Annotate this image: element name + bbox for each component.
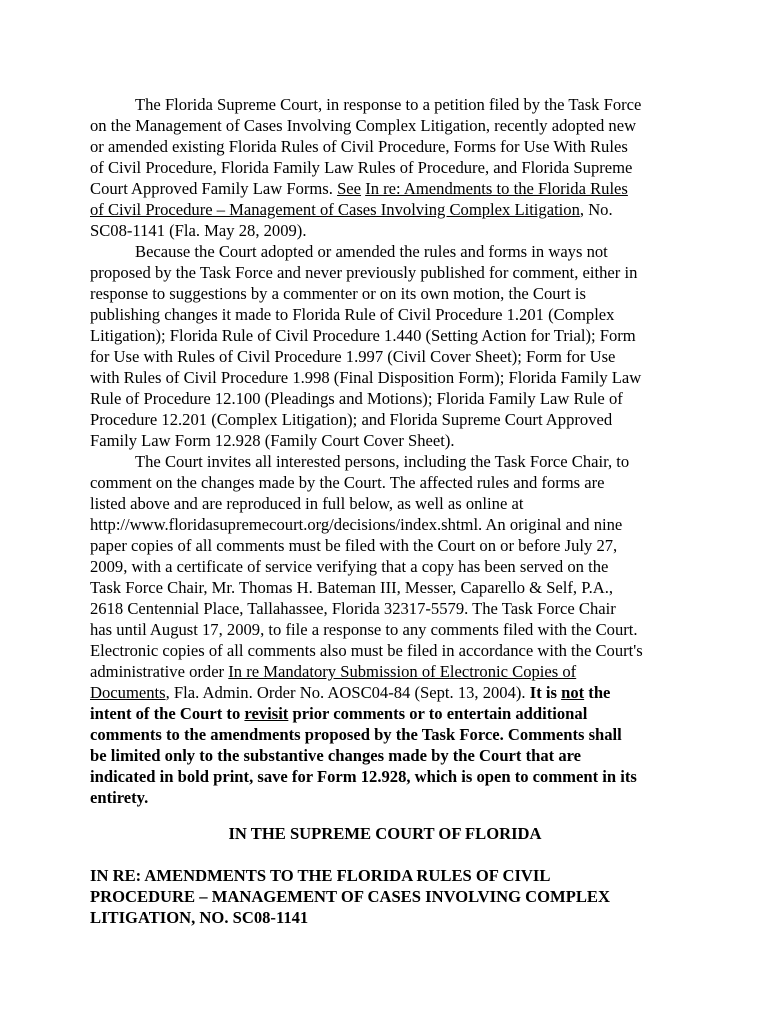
bold-text: prior comments or to entertain additional [288, 704, 588, 723]
text-run: administrative order [90, 662, 229, 681]
case-citation: In re: Amendments to the Florida Rules [365, 179, 628, 198]
case-title-line: LITIGATION, NO. SC08-1141 [90, 908, 309, 927]
text-line: Litigation); Florida Rule of Civil Procedure 1.440 (Setting Action for Trial); Form [90, 326, 636, 345]
text-line: has until August 17, 2009, to file a response to any comments filed with the Court. [90, 620, 638, 639]
order-citation: Documents [90, 683, 166, 702]
text-line: for Use with Rules of Civil Procedure 1.997 (Civil Cover Sheet); Form for Use [90, 347, 616, 366]
text-line: or amended existing Florida Rules of Civil Procedure, Forms for Use With Rules [90, 137, 628, 156]
text-line [90, 661, 576, 682]
text-line: comment on the changes made by the Court. The affected rules and forms are [90, 473, 605, 492]
text-line: listed above and are reproduced in full below, as well as online at [90, 494, 524, 513]
text-line: on the Management of Cases Involving Complex Litigation, recently adopted new [90, 116, 637, 135]
text-line [90, 178, 628, 199]
text-line: be limited only to the substantive changes made by the Court that are [90, 746, 582, 765]
text-line: comments to the amendments proposed by the Task Force. Comments shall [90, 725, 622, 744]
text-line: SC08-1141 (Fla. May 28, 2009). [90, 221, 307, 240]
case-title-line: IN RE: AMENDMENTS TO THE FLORIDA RULES OF CIVIL [90, 866, 551, 885]
emphasis-not: not [561, 683, 585, 702]
text-line: proposed by the Task Force and never previously published for comment, either in [90, 263, 638, 282]
text-line: The Court invites all interested persons, including the Task Force Chair, to [135, 452, 630, 471]
text-line: paper copies of all comments must be filed with the Court on or before July 27, [90, 536, 618, 555]
bold-text: It is [529, 683, 562, 702]
text-line: entirety. [90, 788, 149, 807]
text-line: http://www.floridasupremecourt.org/decisions/index.shtml. An original and nine [90, 515, 623, 534]
text-line: 2009, with a certificate of service verifying that a copy has been served on the [90, 557, 609, 576]
text-line: publishing changes it made to Florida Rule of Civil Procedure 1.201 (Complex [90, 305, 615, 324]
bold-text: intent of the Court to [90, 704, 245, 723]
text-line [90, 199, 613, 220]
text-run: , No. [579, 200, 613, 219]
text-line: indicated in bold print, save for Form 12.928, which is open to comment in its [90, 767, 637, 786]
text-line [90, 703, 587, 724]
text-run: , Fla. Admin. Order No. AOSC04-84 (Sept. 13, 2004). [165, 683, 530, 702]
text-line: Rule of Procedure 12.100 (Pleadings and Motions); Florida Family Law Rule of [90, 389, 623, 408]
see-signal: See [337, 179, 362, 198]
bold-text: the [584, 683, 611, 702]
text-line: of Civil Procedure, Florida Family Law Rules of Procedure, and Florida Supreme [90, 158, 633, 177]
text-line: with Rules of Civil Procedure 1.998 (Final Disposition Form); Florida Family Law [90, 368, 642, 387]
text-run: Court Approved Family Law Forms. [90, 179, 338, 198]
text-line: Procedure 12.201 (Complex Litigation); and Florida Supreme Court Approved [90, 410, 613, 429]
emphasis-revisit: revisit [244, 704, 289, 723]
case-citation: of Civil Procedure – Management of Cases Involving Complex Litigation [90, 200, 580, 219]
text-line: Task Force Chair, Mr. Thomas H. Bateman III, Messer, Caparello & Self, P.A., [90, 578, 614, 597]
court-heading: IN THE SUPREME COURT OF FLORIDA [228, 824, 542, 843]
text-line: Because the Court adopted or amended the rules and forms in ways not [135, 242, 608, 261]
text-line: 2618 Centennial Place, Tallahassee, Florida 32317-5579. The Task Force Chair [90, 599, 616, 618]
text-line [90, 682, 610, 703]
text-line: Family Law Form 12.928 (Family Court Cover Sheet). [90, 431, 455, 450]
order-citation: In re Mandatory Submission of Electronic Copies of [228, 662, 577, 681]
case-title-line: PROCEDURE – MANAGEMENT OF CASES INVOLVING COMPLEX [90, 887, 610, 906]
text-line: The Florida Supreme Court, in response to a petition filed by the Task Force [135, 95, 642, 114]
text-line: response to suggestions by a commenter or on its own motion, the Court is [90, 284, 586, 303]
text-line: Electronic copies of all comments also must be filed in accordance with the Court's [90, 641, 643, 660]
